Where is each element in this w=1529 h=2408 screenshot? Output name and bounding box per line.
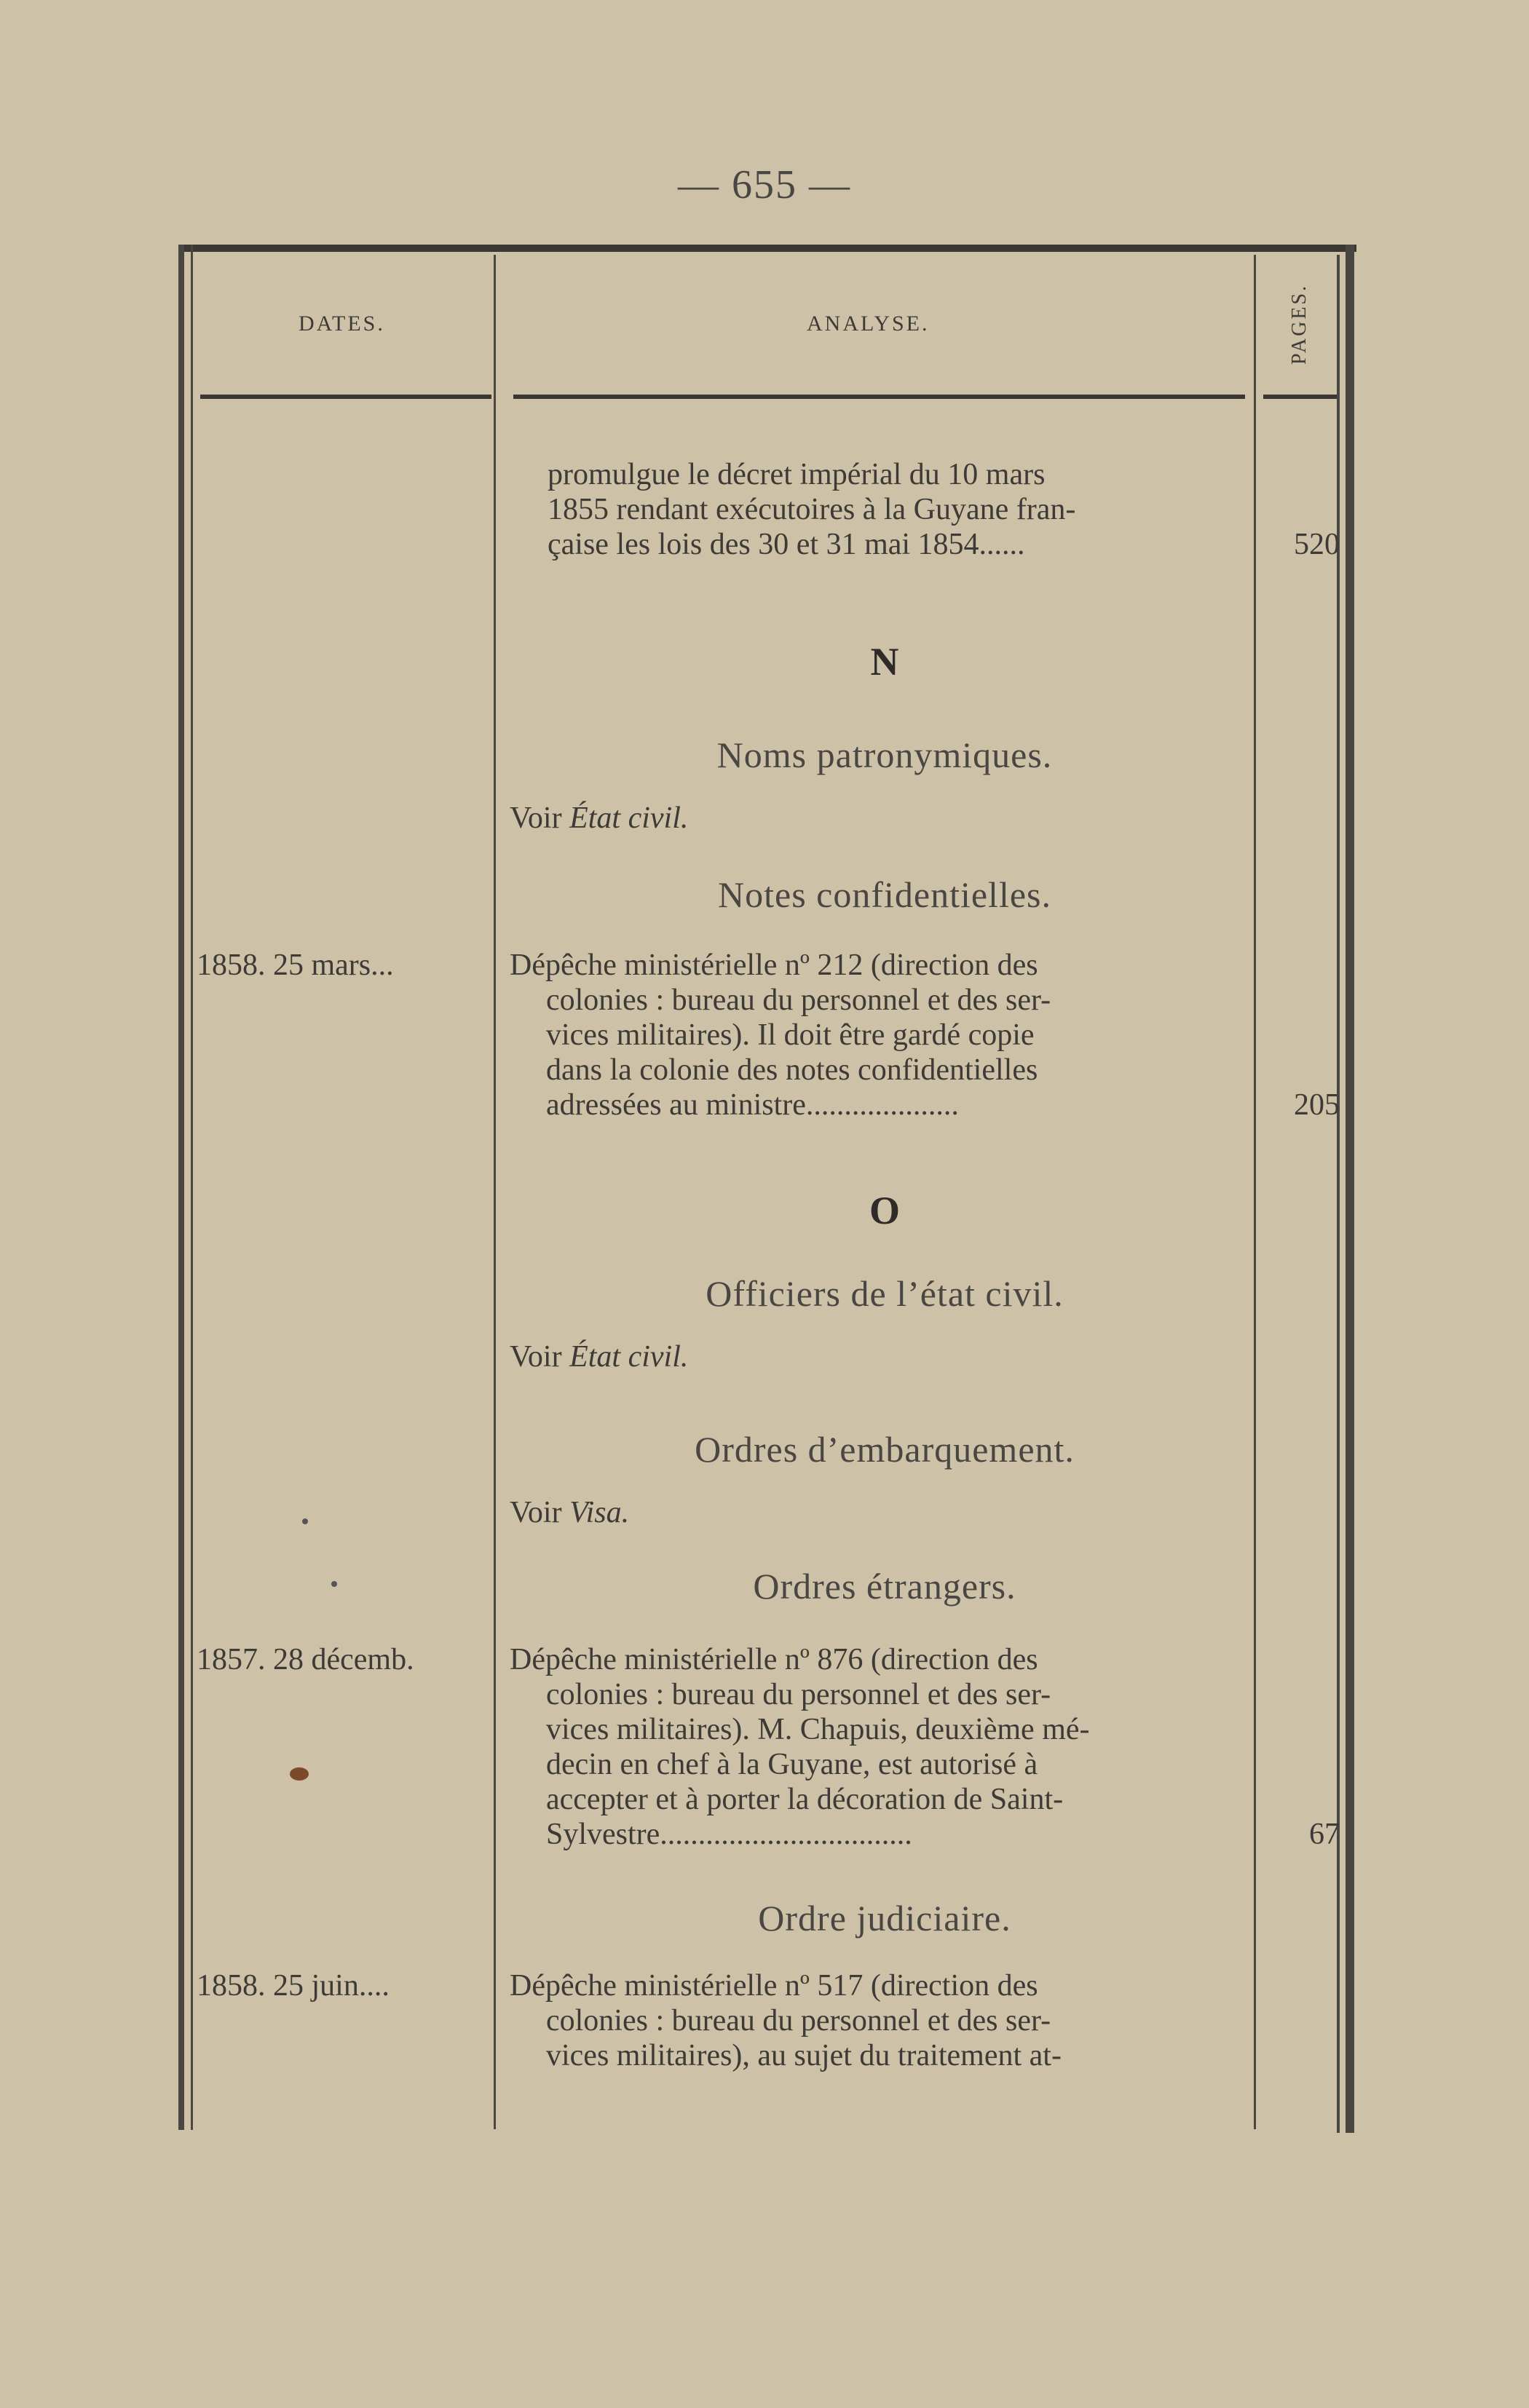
- letter-o: O: [869, 1189, 900, 1232]
- continuation-page: 520: [1294, 528, 1340, 561]
- dates-column-rule: [494, 255, 496, 2129]
- voir-reference: Voir État civil.: [510, 801, 689, 835]
- header-pages: PAGES.: [1288, 283, 1311, 365]
- entry-date: 1858. 25 mars...: [197, 948, 394, 982]
- left-inner-rule: [191, 245, 193, 2130]
- entry-page: 67: [1309, 1818, 1340, 1851]
- top-rule: [178, 245, 1356, 252]
- header-bottom-rule-right: [1263, 395, 1340, 399]
- header-bottom-rule-middle: [513, 395, 1245, 399]
- heading-ordres-etrangers: Ordres étrangers.: [753, 1566, 1016, 1607]
- ink-dot: [331, 1581, 337, 1587]
- heading-noms-patronymiques: Noms patronymiques.: [716, 734, 1053, 775]
- right-outer-rule: [1346, 245, 1354, 2133]
- entry-date: 1858. 25 juin....: [197, 1969, 390, 2003]
- entry-text: Dépêche ministérielle nº 212 (direction des colonies : bureau du personnel et des ser- vices militaires). Il doit être gardé copie dans la colonie des notes confidentielles adressées au ministre....................: [510, 948, 1051, 1122]
- letter-n: N: [870, 640, 899, 684]
- entry-page: 205: [1294, 1088, 1340, 1122]
- heading-ordre-judiciaire: Ordre judiciaire.: [758, 1898, 1011, 1938]
- entry-date: 1857. 28 décemb.: [197, 1643, 414, 1676]
- voir-reference: Voir Visa.: [510, 1496, 630, 1529]
- heading-officiers-etat-civil: Officiers de l’état civil.: [706, 1273, 1064, 1314]
- header-analyse: ANALYSE.: [807, 312, 930, 336]
- ink-dot: [302, 1518, 308, 1524]
- continuation-text: promulgue le décret impérial du 10 mars 1855 rendant exécutoires à la Guyane fran- çaise les lois des 30 et 31 mai 1854......: [548, 458, 1076, 561]
- entry-text: Dépêche ministérielle nº 876 (direction des colonies : bureau du personnel et des ser- vices militaires). M. Chapuis, deuxième mé- decin en chef à la Guyane, est autorisé à accepter et à porter la décoration de Saint- Sylvestre.................................: [510, 1643, 1090, 1851]
- entry-text: Dépêche ministérielle nº 517 (direction des colonies : bureau du personnel et des ser- vices militaires), au sujet du traitement at-: [510, 1969, 1062, 2072]
- voir-reference: Voir État civil.: [510, 1340, 689, 1374]
- heading-ordres-embarquement: Ordres d’embarquement.: [695, 1429, 1075, 1470]
- heading-notes-confidentielles: Notes confidentielles.: [718, 874, 1051, 915]
- left-outer-rule: [178, 245, 184, 2130]
- header-dates: DATES.: [299, 312, 385, 336]
- ink-stain: [290, 1767, 309, 1781]
- page-number: — 655 —: [678, 162, 851, 207]
- header-bottom-rule-left: [200, 395, 491, 399]
